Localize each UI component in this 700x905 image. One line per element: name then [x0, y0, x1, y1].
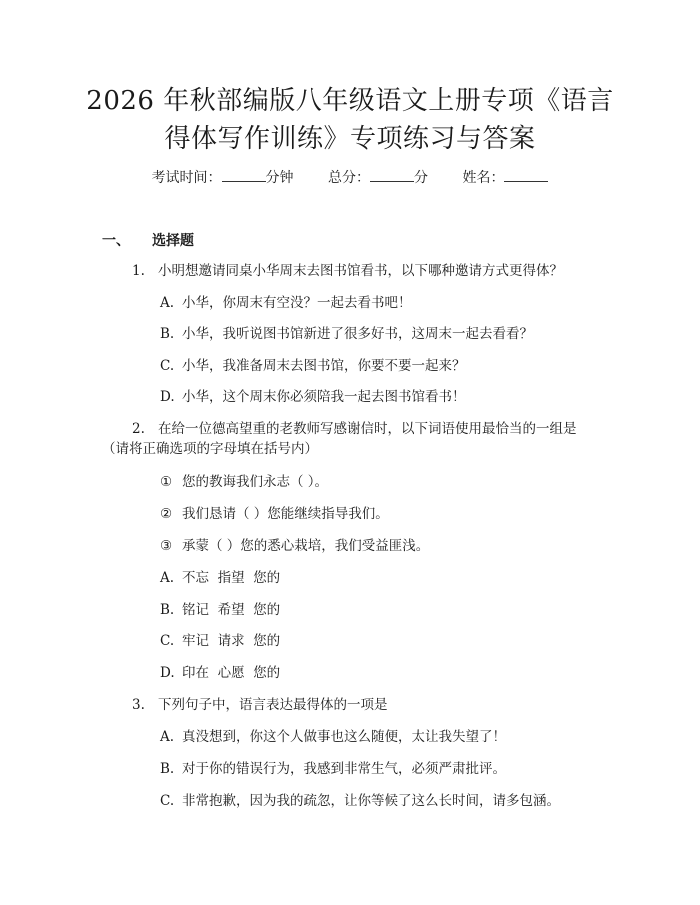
q2-option-d — [160, 664, 280, 682]
sentence-text: 我们恳请（ ）您能继续指导我们。 — [182, 506, 389, 522]
sentence-text: 承蒙（ ）您的悉心栽培，我们受益匪浅。 — [182, 538, 430, 554]
option-text: 对于你的错误行为，我感到非常生气，必须严肃批评。 — [182, 761, 506, 777]
question-1 — [132, 262, 563, 280]
question-text: 在给一位德高望重的老教师写感谢信时，以下词语使用最恰当的一组是 — [158, 421, 577, 437]
q2-sentence-1 — [160, 473, 328, 491]
sentence-marker: ③ — [160, 538, 173, 554]
name-blank — [504, 169, 548, 182]
option-label: B. — [160, 761, 175, 777]
option-label: B. — [160, 602, 175, 618]
option-text: 印在 心愿 您的 — [182, 665, 281, 681]
exam-meta — [0, 169, 700, 187]
sentence-marker: ② — [160, 506, 173, 522]
q2-option-c — [160, 632, 280, 650]
option-label: C. — [160, 358, 175, 374]
exam-time — [152, 170, 294, 186]
exam-score — [328, 170, 428, 186]
title-line-1: 2026 年秋部编版八年级语文上册专项《语言 — [86, 86, 614, 116]
question-3 — [132, 696, 388, 714]
score-blank — [370, 169, 414, 182]
option-label: D. — [160, 665, 175, 681]
q1-option-d — [160, 388, 466, 406]
time-label: 考试时间： — [151, 170, 222, 186]
question-text: 小明想邀请同桌小华周末去图书馆看书，以下哪种邀请方式更得体？ — [158, 263, 563, 279]
option-text: 小华，我听说图书馆新进了很多好书，这周末一起去看看？ — [182, 326, 533, 342]
question-number: 1. — [132, 263, 145, 279]
option-label: D. — [160, 389, 175, 405]
time-blank — [222, 169, 266, 182]
sentence-text: 您的教诲我们永志（ ）。 — [182, 474, 329, 490]
question-text: 下列句子中，语言表达最得体的一项是 — [158, 697, 388, 713]
option-text: 小华，你周末有空没？一起去看书吧！ — [182, 295, 412, 311]
q1-option-a — [160, 294, 412, 312]
question-number: 3. — [132, 697, 145, 713]
section-heading — [102, 230, 194, 250]
title-line-2: 得体写作训练》专项练习与答案 — [164, 124, 536, 154]
option-label: B. — [160, 326, 175, 342]
name-label: 姓名： — [462, 170, 505, 186]
option-text: 牢记 请求 您的 — [182, 633, 281, 649]
question-number: 2. — [132, 421, 145, 437]
q1-option-c — [160, 357, 466, 375]
q3-option-b — [160, 760, 506, 778]
page-title — [60, 82, 640, 158]
time-unit: 分钟 — [265, 170, 294, 186]
option-label: A. — [160, 570, 175, 586]
q3-option-c — [160, 792, 560, 810]
option-label: A. — [160, 729, 175, 745]
exam-name — [462, 170, 548, 186]
option-text: 铭记 希望 您的 — [182, 602, 281, 618]
score-label: 总分： — [328, 170, 370, 186]
option-text: 真没想到，你这个人做事也这么随便，太让我失望了！ — [182, 729, 506, 745]
q1-option-b — [160, 325, 533, 343]
option-label: A. — [160, 295, 175, 311]
option-text: 非常抱歉，因为我的疏忽，让你等候了这么长时间，请多包涵。 — [182, 793, 560, 809]
q2-sentence-2 — [160, 505, 389, 523]
option-label: C. — [160, 633, 175, 649]
section-number: 一、 — [102, 233, 130, 249]
q2-sentence-3 — [160, 537, 429, 555]
q3-option-a — [160, 728, 506, 746]
question-2 — [132, 420, 577, 438]
q2-option-b — [160, 601, 280, 619]
score-unit: 分 — [414, 170, 428, 186]
sentence-marker: ① — [160, 474, 173, 490]
question-2-continued: （请将正确选项的字母填在括号内） — [102, 441, 318, 457]
section-title: 选择题 — [152, 233, 194, 249]
option-label: C. — [160, 793, 175, 809]
q2-option-a — [160, 569, 280, 587]
option-text: 小华，我准备周末去图书馆，你要不要一起来？ — [182, 358, 466, 374]
option-text: 小华，这个周末你必须陪我一起去图书馆看书！ — [182, 389, 466, 405]
option-text: 不忘 指望 您的 — [182, 570, 281, 586]
